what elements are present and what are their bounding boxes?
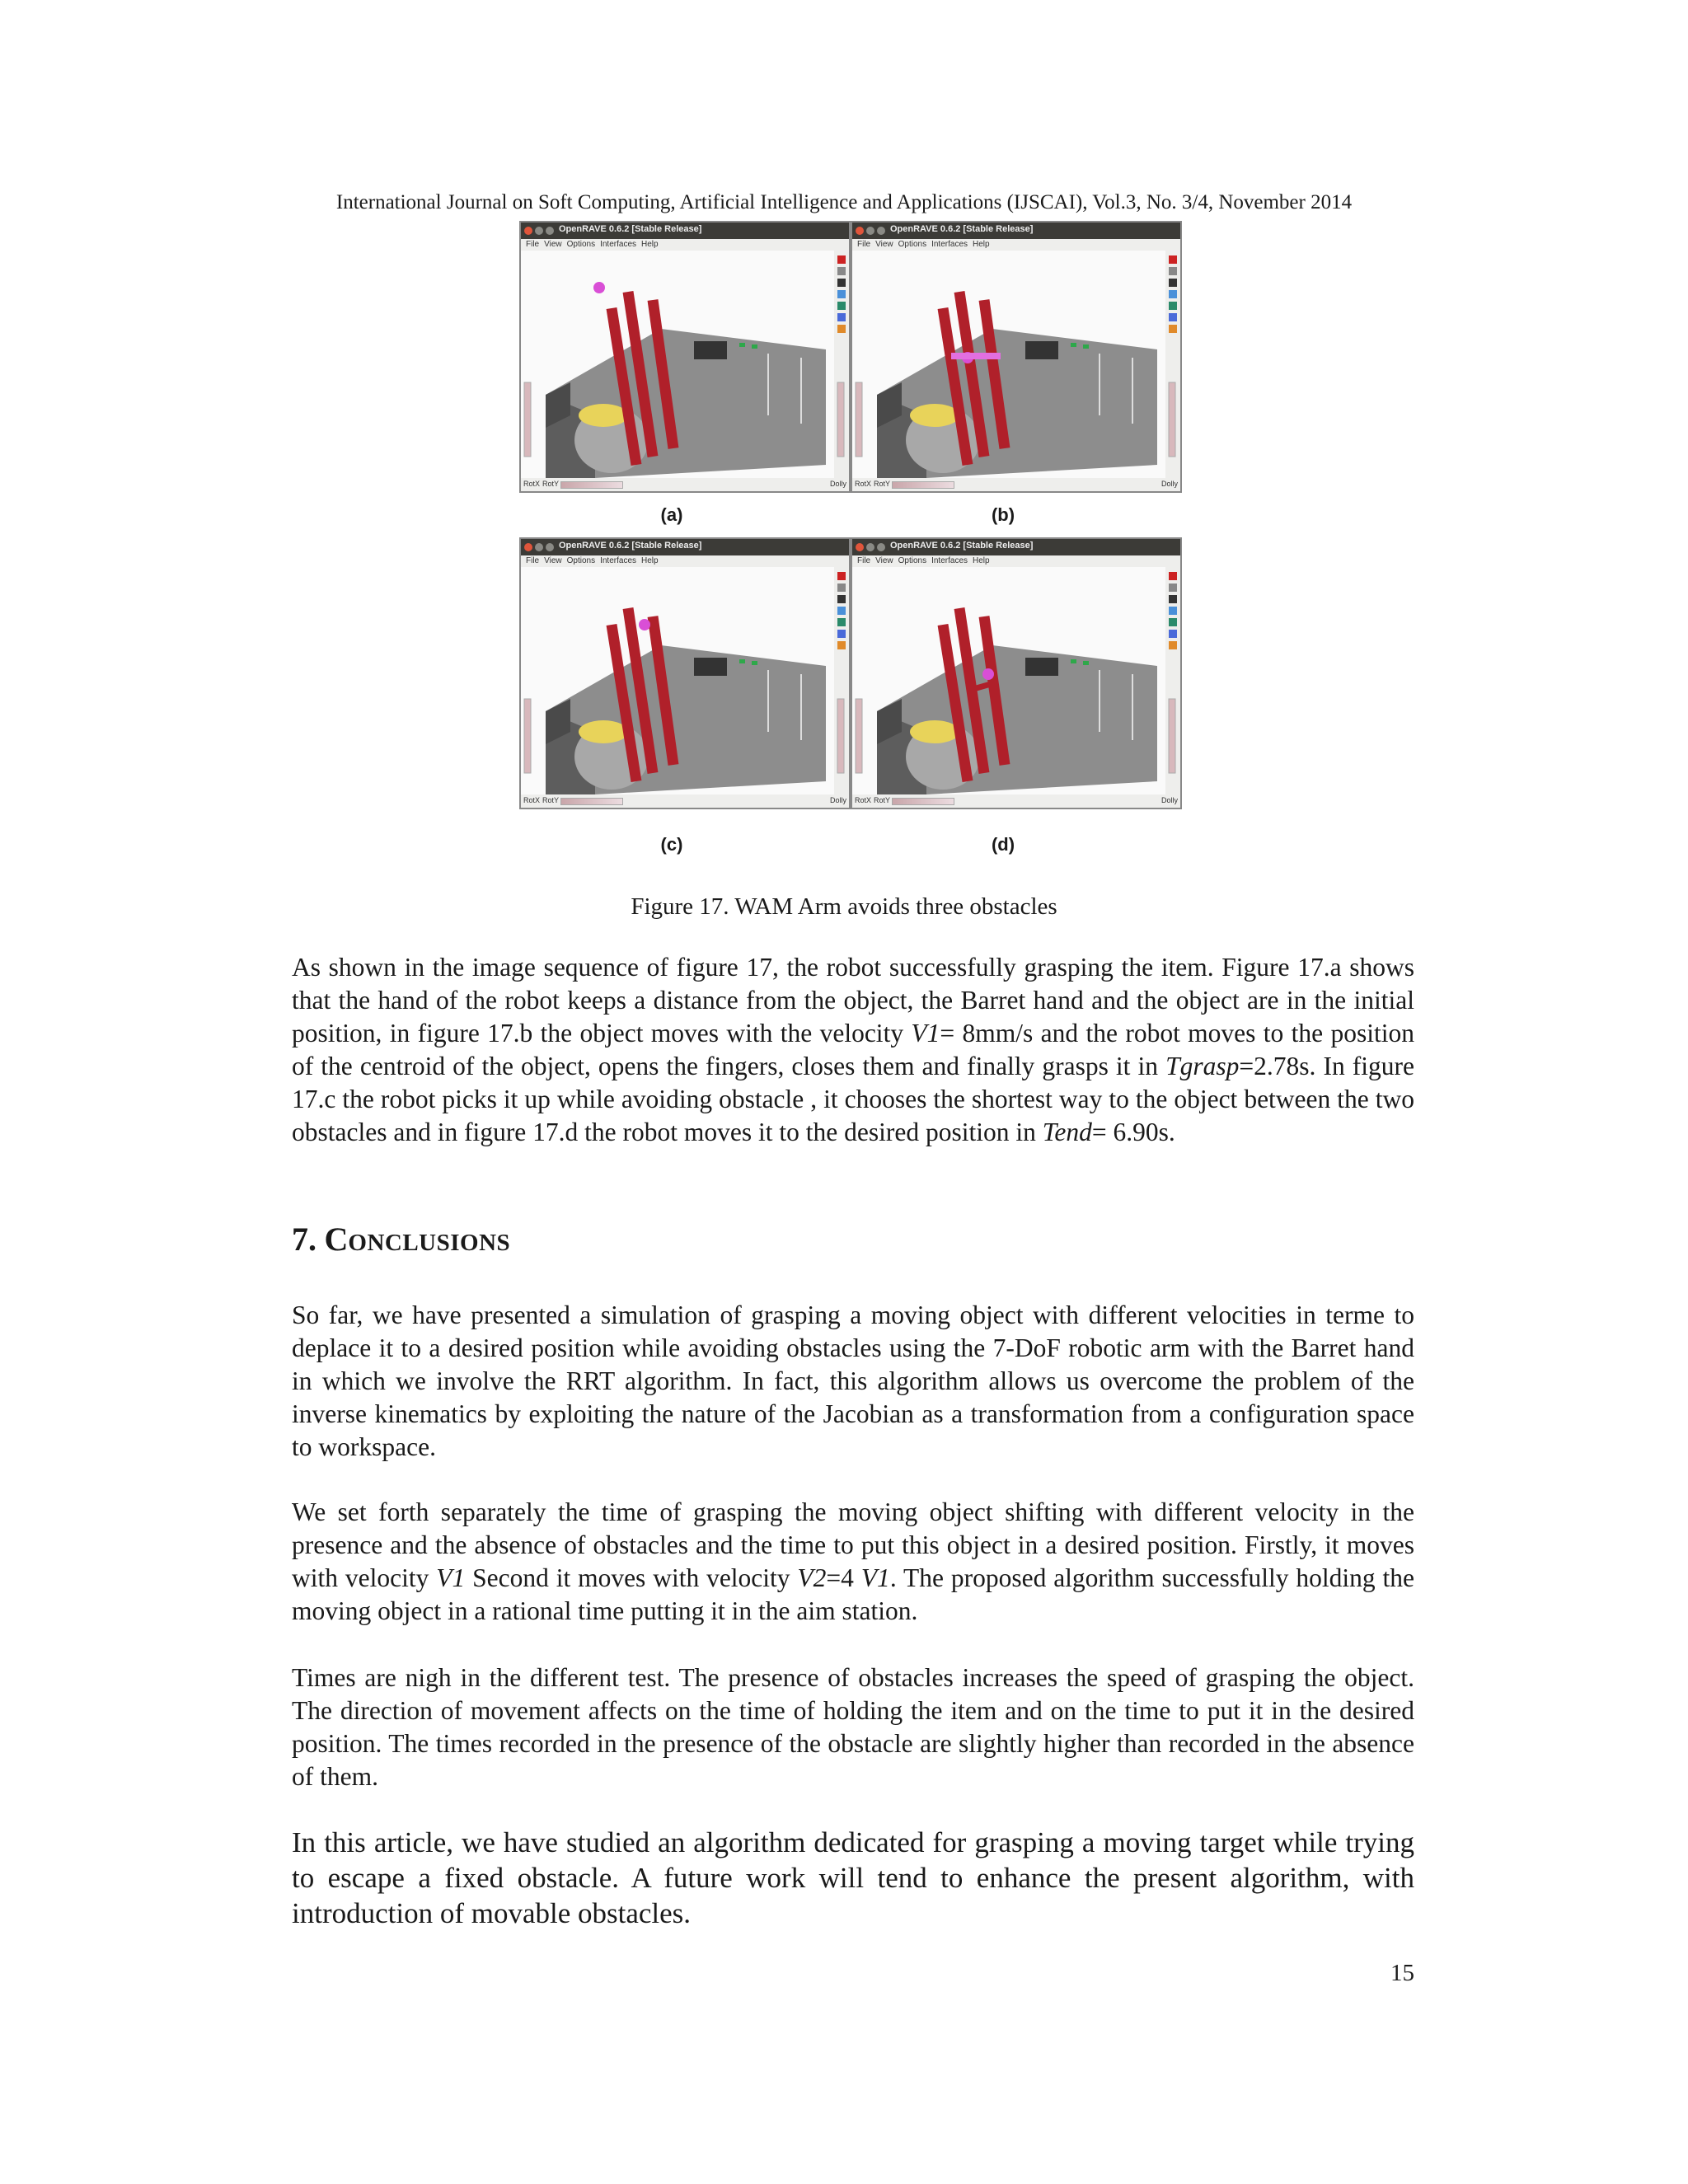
dolly-label: Dolly (1160, 796, 1178, 804)
dolly-slider (837, 382, 844, 457)
roty-slider[interactable] (892, 481, 954, 489)
menu-item-help[interactable]: Help (641, 240, 659, 249)
simulation-scene (521, 251, 849, 478)
toolbar-tool-icon (1169, 630, 1177, 638)
maximize-icon[interactable] (546, 227, 554, 235)
menu-item-interfaces[interactable]: Interfaces (600, 556, 637, 565)
barret-hand (982, 668, 994, 680)
marker (1083, 661, 1089, 665)
toolbar-tool-icon (1169, 302, 1177, 310)
openrave-panel-d (851, 537, 1182, 809)
menu-item-file[interactable]: File (857, 240, 871, 249)
robot-joint-ring (579, 404, 628, 427)
maximize-icon[interactable] (546, 543, 554, 551)
zoom-slider (524, 699, 531, 773)
page-number: 15 (1390, 1960, 1414, 1986)
toolbar-tool-icon (837, 595, 846, 603)
menubar (852, 555, 1180, 567)
paragraph-conclusions-2: We set forth separately the time of grasping the moving object shifting with different velocity in the presence and the absence of obstacles and the time to put this object in a desired position. Firstly, it moves with velocity V1 Second it moves with velocity V2=4 V1. The proposed algorithm successfully holding the moving object in a rational time putting it in the aim station. (292, 1497, 1414, 1625)
object-box (1025, 341, 1058, 359)
toolbar-tool-icon (1169, 572, 1177, 580)
close-icon[interactable] (524, 543, 532, 551)
maximize-icon[interactable] (877, 543, 885, 551)
toolbar-tool-icon (837, 255, 846, 264)
window-titlebar (852, 539, 1180, 555)
roty-label: RotY (542, 796, 560, 804)
roty-slider[interactable] (892, 798, 954, 805)
figure-caption: Figure 17. WAM Arm avoids three obstacles (631, 893, 1057, 920)
robot-joint-ring (579, 720, 628, 743)
robot-joint-ring (910, 720, 959, 743)
dolly-slider (837, 699, 844, 773)
rotx-label: RotX (523, 480, 541, 488)
menu-item-file[interactable]: File (857, 556, 871, 565)
symbol-v1: V1 (911, 1019, 940, 1047)
toolbar-tool-icon (1169, 267, 1177, 275)
close-icon[interactable] (856, 543, 864, 551)
marker (739, 659, 745, 663)
toolbar-tool-icon (1169, 607, 1177, 615)
menu-item-interfaces[interactable]: Interfaces (931, 556, 968, 565)
toolbar-tool-icon (837, 313, 846, 321)
menu-item-help[interactable]: Help (641, 556, 659, 565)
menubar (852, 239, 1180, 251)
menubar (521, 239, 849, 251)
object-box (694, 341, 727, 359)
dolly-slider (1169, 382, 1175, 457)
figure-17 (519, 221, 1190, 864)
toolbar-tool-icon (837, 290, 846, 298)
toolbar-tool-icon (837, 583, 846, 592)
subfigure-label: (b) (991, 504, 1015, 525)
menu-item-options[interactable]: Options (898, 556, 927, 565)
toolbar-tool-icon (1169, 290, 1177, 298)
status-bar (852, 794, 1180, 808)
roty-label: RotY (874, 480, 891, 488)
toolbar-tool-icon (837, 607, 846, 615)
toolbar-tool-icon (837, 302, 846, 310)
symbol-tend: Tend (1042, 1118, 1092, 1146)
running-header: International Journal on Soft Computing, Artificial Intelligence and Applications (IJSCAI), Vol.3, No. 3/4, November 2014 (335, 191, 1353, 213)
robot-joint-ring (910, 404, 959, 427)
toolbar-tool-icon (837, 279, 846, 287)
rotx-label: RotX (855, 796, 872, 804)
status-bar (852, 478, 1180, 491)
toolbar-tool-icon (1169, 595, 1177, 603)
simulation-scene (852, 567, 1180, 794)
toolbar-tool-icon (837, 641, 846, 649)
menu-item-file[interactable]: File (526, 240, 540, 249)
menu-item-file[interactable]: File (526, 556, 540, 565)
marker (739, 343, 745, 347)
paragraph-figure-discussion: As shown in the image sequence of figure 17, the robot successfully grasping the item. Figure 17.a shows that the hand of the robot keeps a distance from the object, the Barret hand and the object are in the initial position, in figure 17.b the object moves with the velocity V1= 8mm/s and the robot moves to the position of the centroid of the object, opens the fingers, closes them and finally grasps it in Tgrasp=2.78s. In figure 17.c the robot picks it up while avoiding obstacle , it chooses the shortest way to the object between the two obstacles and in figure 17.d the robot moves it to the desired position in Tend= 6.90s. (292, 953, 1414, 1146)
menu-item-view[interactable]: View (544, 556, 562, 565)
menubar (521, 555, 849, 567)
toolbar-tool-icon (1169, 255, 1177, 264)
menu-item-view[interactable]: View (875, 240, 893, 249)
subfigure-label: (d) (991, 834, 1015, 855)
marker (752, 661, 757, 665)
zoom-slider (856, 382, 862, 457)
maximize-icon[interactable] (877, 227, 885, 235)
menu-item-help[interactable]: Help (973, 556, 990, 565)
subfigure-label: (c) (660, 834, 683, 855)
barret-hand (593, 282, 605, 293)
roty-slider[interactable] (560, 798, 623, 805)
toolbar-tool-icon (1169, 313, 1177, 321)
status-bar (521, 794, 849, 808)
toolbar-tool-icon (837, 267, 846, 275)
dolly-slider (1169, 699, 1175, 773)
minimize-icon[interactable] (866, 543, 874, 551)
dolly-label: Dolly (1160, 480, 1178, 488)
window-title: OpenRAVE 0.6.2 [Stable Release] (890, 224, 1034, 234)
menu-item-help[interactable]: Help (973, 240, 990, 249)
paragraph-conclusions-4: In this article, we have studied an algorithm dedicated for grasping a moving target while trying to escape a fixed obstacle. A future work will tend to enhance the present algorithm, with introduction of movable obstacles. (292, 1826, 1414, 1929)
window-title: OpenRAVE 0.6.2 [Stable Release] (890, 541, 1034, 551)
object-box (694, 658, 727, 676)
menu-item-interfaces[interactable]: Interfaces (931, 240, 968, 249)
menu-item-view[interactable]: View (544, 240, 562, 249)
roty-label: RotY (874, 796, 891, 804)
toolbar-tool-icon (1169, 325, 1177, 333)
marker (1083, 344, 1089, 349)
minimize-icon[interactable] (535, 543, 543, 551)
openrave-panel-a (519, 221, 851, 493)
simulation-scene (852, 251, 1180, 478)
minimize-icon[interactable] (535, 227, 543, 235)
close-icon[interactable] (524, 227, 532, 235)
object-box (1025, 658, 1058, 676)
openrave-panel-b (851, 221, 1182, 493)
menu-item-options[interactable]: Options (898, 240, 927, 249)
subfigure-label: (a) (660, 504, 683, 525)
marker (752, 344, 757, 349)
toolbar-tool-icon (1169, 618, 1177, 626)
menu-item-options[interactable]: Options (566, 240, 596, 249)
dolly-label: Dolly (829, 480, 846, 488)
window-titlebar (521, 539, 849, 555)
dolly-label: Dolly (829, 796, 846, 804)
openrave-panel-c (519, 537, 851, 809)
toolbar-tool-icon (837, 572, 846, 580)
zoom-slider (856, 699, 862, 773)
status-bar (521, 478, 849, 491)
simulation-scene (521, 567, 849, 794)
marker (1071, 659, 1076, 663)
window-title: OpenRAVE 0.6.2 [Stable Release] (559, 224, 702, 234)
toolbar-tool-icon (1169, 279, 1177, 287)
window-titlebar (521, 223, 849, 239)
section-number: 7. (292, 1221, 316, 1258)
toolbar-tool-icon (837, 325, 846, 333)
close-icon[interactable] (856, 227, 864, 235)
menu-item-options[interactable]: Options (566, 556, 596, 565)
window-title: OpenRAVE 0.6.2 [Stable Release] (559, 541, 702, 551)
symbol-tgrasp: Tgrasp (1165, 1052, 1240, 1080)
rotx-label: RotX (523, 796, 541, 804)
barret-hand (639, 619, 650, 630)
paragraph-conclusions-1: So far, we have presented a simulation of grasping a moving object with different velocities in terme to deplace it to a desired position while avoiding obstacles using the 7-DoF robotic arm with the Barret hand in which we involve the RRT algorithm. In fact, this algorithm allows us overcome the problem of the inverse kinematics by exploiting the nature of the Jacobian as a transformation from a configuration space to workspace. (292, 1301, 1414, 1461)
zoom-slider (524, 382, 531, 457)
menu-item-interfaces[interactable]: Interfaces (600, 240, 637, 249)
window-titlebar (852, 223, 1180, 239)
roty-label: RotY (542, 480, 560, 488)
minimize-icon[interactable] (866, 227, 874, 235)
toolbar-tool-icon (837, 630, 846, 638)
section-heading-conclusions: 7. CONCLUSIONS (292, 1221, 511, 1258)
rotx-label: RotX (855, 480, 872, 488)
roty-slider[interactable] (560, 481, 623, 489)
toolbar-tool-icon (1169, 641, 1177, 649)
marker (1071, 343, 1076, 347)
grasped-object (951, 353, 1001, 359)
menu-item-view[interactable]: View (875, 556, 893, 565)
toolbar-tool-icon (1169, 583, 1177, 592)
paragraph-conclusions-3: Times are nigh in the different test. The presence of obstacles increases the speed of grasping the object. The direction of movement affects on the time of holding the item and on the time to put it in the desired position. The times recorded in the presence of the obstacle are slightly higher than recorded in the absence of them. (292, 1663, 1414, 1791)
toolbar-tool-icon (837, 618, 846, 626)
